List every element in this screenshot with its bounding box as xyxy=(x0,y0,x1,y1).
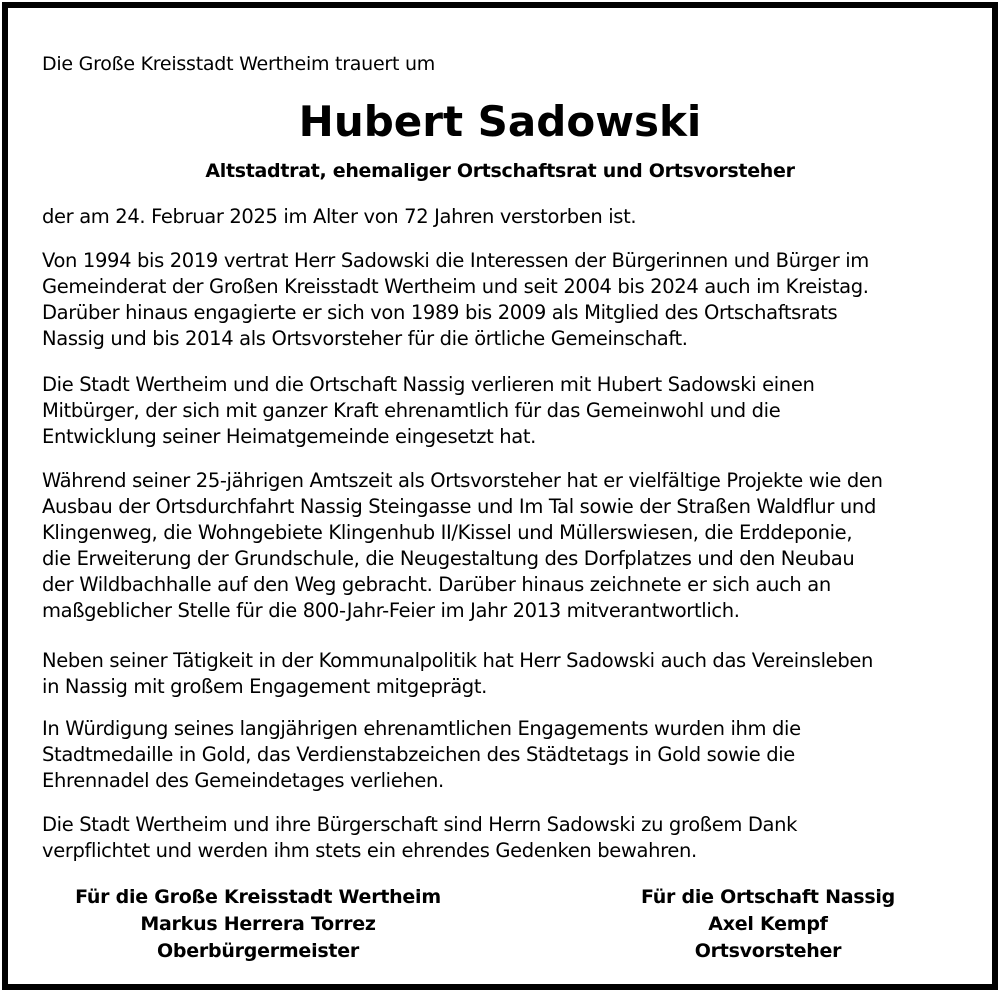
text-line: Ehrennadel des Gemeindetages verliehen. xyxy=(42,769,444,792)
text-line: Klingenweg, die Wohngebiete Klingenhub II/Kissel und Müllerswiesen, die Erddeponie, xyxy=(42,521,853,544)
text-line: der am 24. Februar 2025 im Alter von 72 Jahren verstorben ist. xyxy=(42,205,637,228)
deceased-name: Hubert Sadowski xyxy=(298,97,702,146)
paragraph-honors xyxy=(42,716,972,794)
paragraph-projects xyxy=(42,468,972,624)
signature-person: Axel Kempf xyxy=(708,913,828,935)
signature-block-village xyxy=(568,884,968,965)
text-line: Nassig und bis 2014 als Ortsvorsteher für die örtliche Gemeinschaft. xyxy=(42,327,688,350)
signature-title: Ortsvorsteher xyxy=(694,940,842,962)
text-line: Während seiner 25-jährigen Amtszeit als Ortsvorsteher hat er vielfältige Projekte wie den xyxy=(42,469,883,492)
obituary-content xyxy=(8,8,992,984)
text-line: In Würdigung seines langjährigen ehrenamtlichen Engagements wurden ihm die xyxy=(42,717,801,740)
text-line: maßgeblicher Stelle für die 800-Jahr-Feier im Jahr 2013 mitverantwortlich. xyxy=(42,599,740,622)
signature-title: Oberbürgermeister xyxy=(157,940,359,962)
text-line: Entwicklung seiner Heimatgemeinde eingesetzt hat. xyxy=(42,425,536,448)
text-line: in Nassig mit großem Engagement mitgeprägt. xyxy=(42,675,487,698)
signature-org: Für die Große Kreisstadt Wertheim xyxy=(75,886,441,908)
signature-org: Für die Ortschaft Nassig xyxy=(640,886,896,908)
text-line: die Erweiterung der Grundschule, die Neugestaltung des Dorfplatzes und den Neubau xyxy=(42,547,855,570)
text-line: Mitbürger, der sich mit ganzer Kraft ehrenamtlich für das Gemeinwohl und die xyxy=(42,399,781,422)
intro-line: Die Große Kreisstadt Wertheim trauert um xyxy=(42,53,436,75)
text-line: Neben seiner Tätigkeit in der Kommunalpolitik hat Herr Sadowski auch das Vereinsleben xyxy=(42,649,874,672)
text-line: Ausbau der Ortsdurchfahrt Nassig Steingasse und Im Tal sowie der Straßen Waldflur und xyxy=(42,495,876,518)
paragraph-death-notice xyxy=(42,204,972,230)
obituary-frame xyxy=(2,2,998,990)
signature-block-city xyxy=(58,884,458,965)
text-line: Von 1994 bis 2019 vertrat Herr Sadowski die Interessen der Bürgerinnen und Bürger im xyxy=(42,249,869,272)
paragraph-council-service xyxy=(42,248,972,352)
deceased-role: Altstadtrat, ehemaliger Ortschaftsrat und Ortsvorsteher xyxy=(205,160,795,182)
text-line: Die Stadt Wertheim und ihre Bürgerschaft sind Herrn Sadowski zu großem Dank xyxy=(42,813,798,836)
text-line: Gemeinderat der Großen Kreisstadt Wertheim und seit 2004 bis 2024 auch im Kreistag. xyxy=(42,275,869,298)
text-line: Darüber hinaus engagierte er sich von 1989 bis 2009 als Mitglied des Ortschaftsrats xyxy=(42,301,838,324)
text-line: verpflichtet und werden ihm stets ein ehrendes Gedenken bewahren. xyxy=(42,839,697,862)
text-line: der Wildbachhalle auf den Weg gebracht. Darüber hinaus zeichnete er sich auch an xyxy=(42,573,831,596)
text-line: Stadtmedaille in Gold, das Verdienstabzeichen des Städtetags in Gold sowie die xyxy=(42,743,795,766)
signature-person: Markus Herrera Torrez xyxy=(140,913,376,935)
paragraph-loss xyxy=(42,372,972,450)
text-line: Die Stadt Wertheim und die Ortschaft Nassig verlieren mit Hubert Sadowski einen xyxy=(42,373,815,396)
paragraph-associations xyxy=(42,648,972,700)
paragraph-gratitude xyxy=(42,812,972,864)
